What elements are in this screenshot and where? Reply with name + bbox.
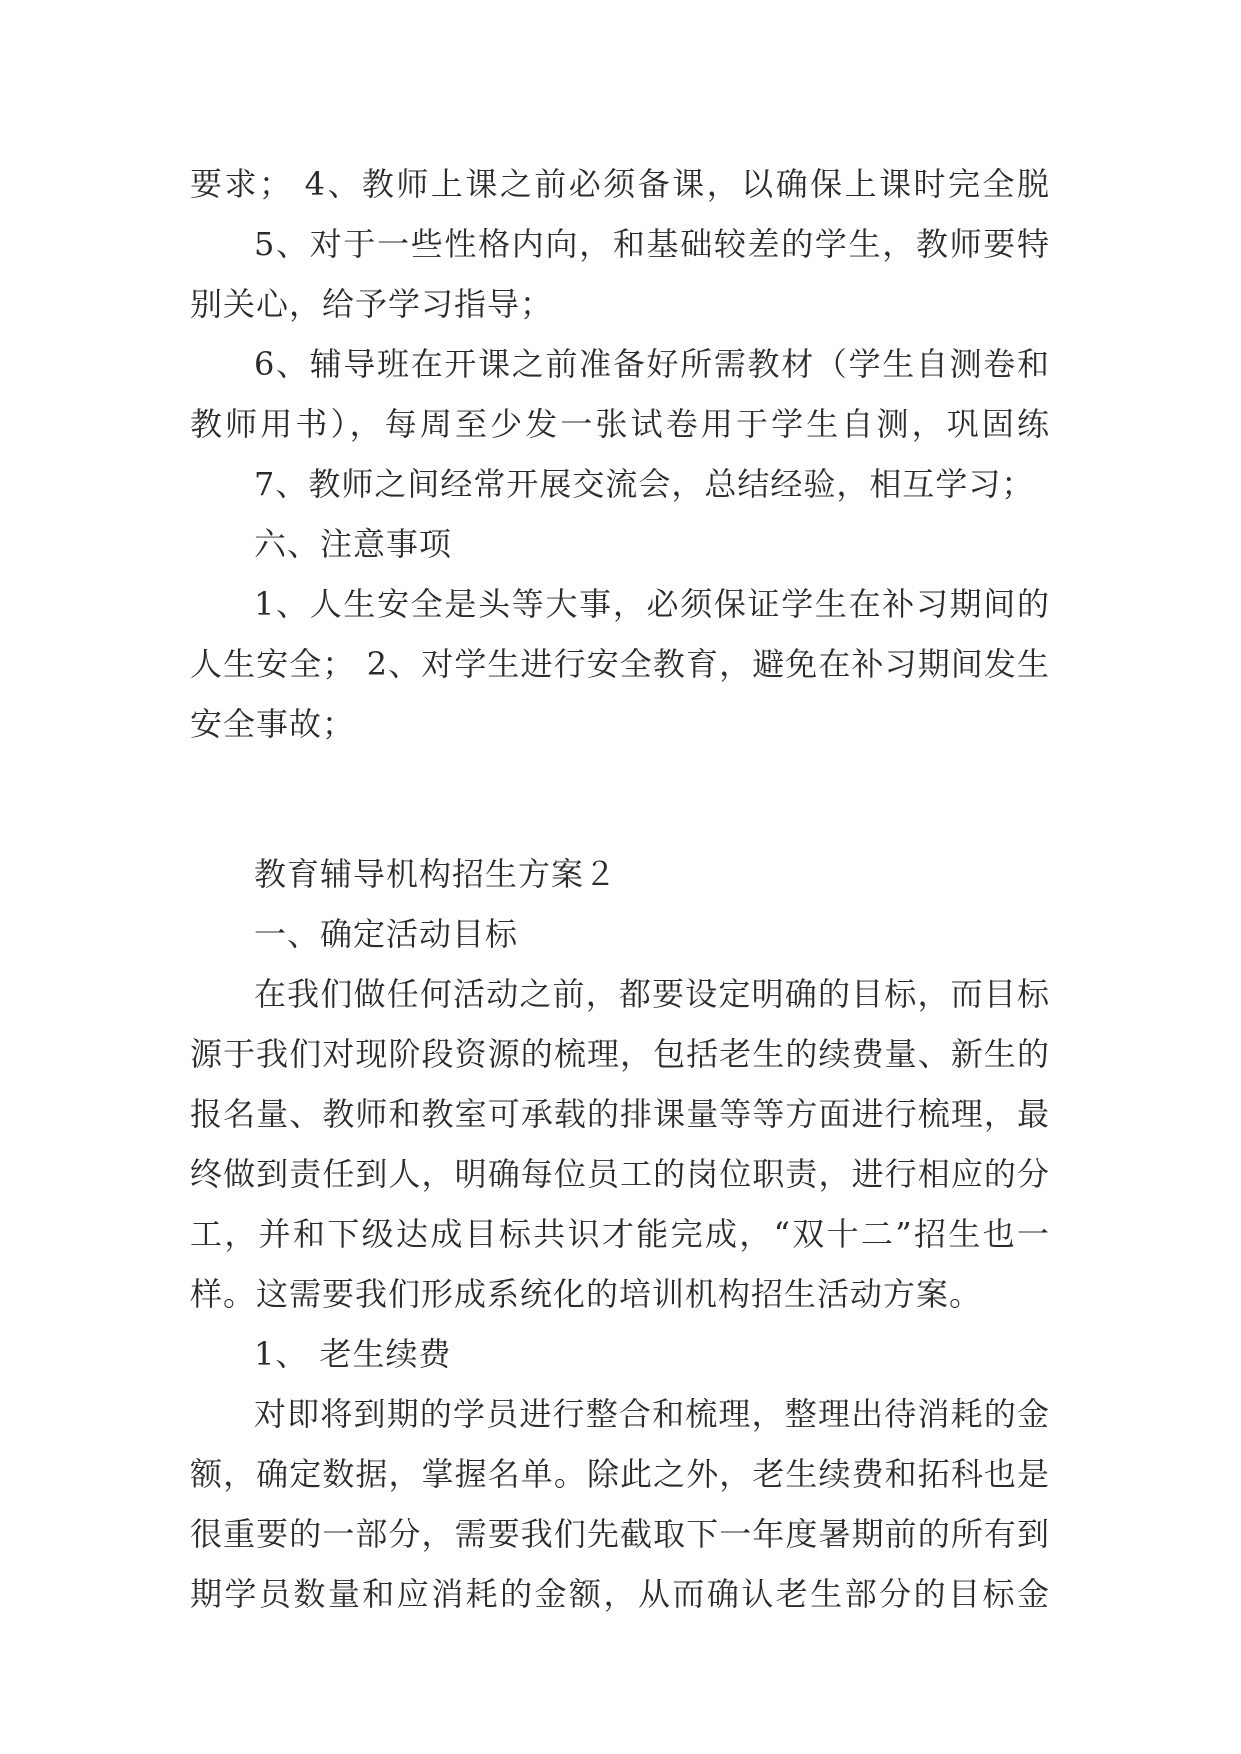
document-title: 教育辅导机构招生方案２ <box>254 855 618 893</box>
text-line: 期学员数量和应消耗的金额，从而确认老生部分的目标金 <box>190 1575 1050 1613</box>
text-line: 7、教师之间经常开展交流会，总结经验，相互学习； <box>254 465 1035 503</box>
text-line: 报名量、教师和教室可承载的排课量等等方面进行梳理，最 <box>190 1095 1050 1133</box>
text-line: 教师用书），每周至少发一张试卷用于学生自测，巩固练 <box>190 405 1050 443</box>
text-line: 额，确定数据，掌握名单。除此之外，老生续费和拓科也是 <box>190 1455 1050 1493</box>
text-line: 要求； 4、教师上课之前必须备课，以确保上课时完全脱 <box>190 165 1050 203</box>
text-line: 对即将到期的学员进行整合和梳理，整理出待消耗的金 <box>254 1395 1050 1433</box>
text-line: 1、人生安全是头等大事，必须保证学生在补习期间的 <box>254 585 1050 623</box>
document-body <box>190 154 1050 1624</box>
section-heading: 六、注意事项 <box>254 525 453 563</box>
text-line: 在我们做任何活动之前，都要设定明确的目标，而目标 <box>254 975 1050 1013</box>
text-line: 6、辅导班在开课之前准备好所需教材（学生自测卷和 <box>254 345 1050 383</box>
text-line: 工，并和下级达成目标共识才能完成，“双十二”招生也一 <box>190 1215 1050 1253</box>
section-heading: 一、确定活动目标 <box>254 915 519 953</box>
text-line: 人生安全； 2、对学生进行安全教育，避免在补习期间发生 <box>190 645 1050 683</box>
text-line: 安全事故； <box>190 705 356 743</box>
section-gap <box>190 754 1050 844</box>
subsection-heading: 1、 老生续费 <box>254 1335 452 1373</box>
text-line: 很重要的一部分，需要我们先截取下一年度暑期前的所有到 <box>190 1515 1050 1553</box>
text-line: 终做到责任到人，明确每位员工的岗位职责，进行相应的分 <box>190 1155 1050 1193</box>
text-line: 源于我们对现阶段资源的梳理，包括老生的续费量、新生的 <box>190 1035 1050 1073</box>
text-line: 5、对于一些性格内向，和基础较差的学生，教师要特 <box>254 225 1050 263</box>
text-line: 样。这需要我们形成系统化的培训机构招生活动方案。 <box>190 1275 983 1313</box>
text-line: 别关心，给予学习指导； <box>190 285 554 323</box>
